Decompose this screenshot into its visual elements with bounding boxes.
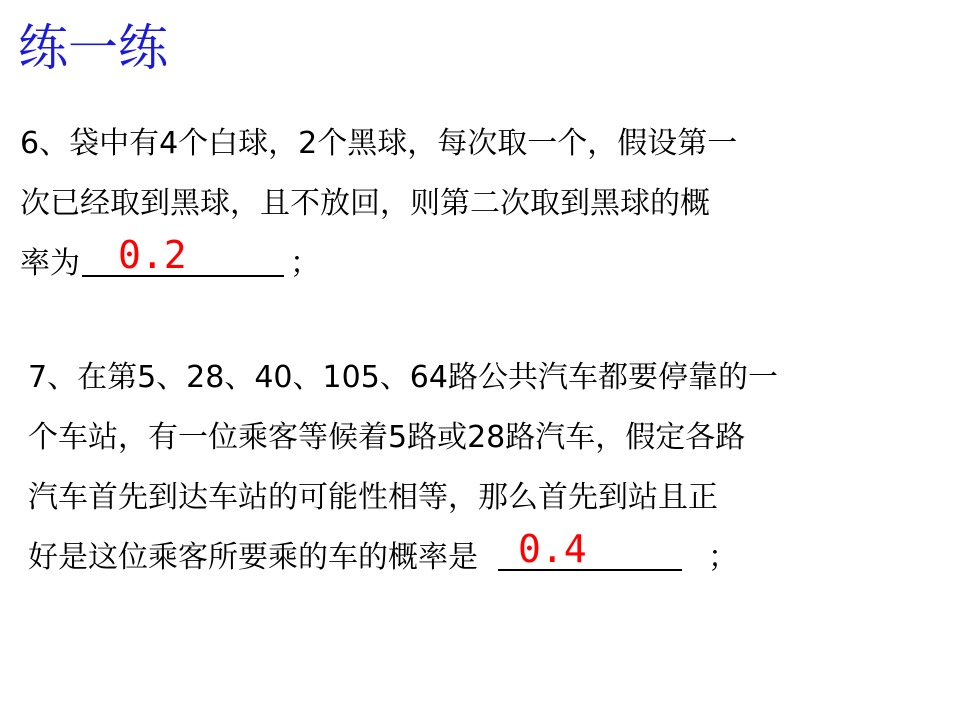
question-7-line-4: [28, 528, 778, 588]
question-7-trailing: ；: [708, 540, 738, 575]
answer-7: 0.4: [518, 527, 587, 571]
question-6-line-3-text: 率为: [20, 246, 80, 281]
question-7: [28, 348, 778, 588]
question-6-line-3: [20, 234, 737, 294]
question-7-line-1: 7、在第5、28、40、105、64路公共汽车都要停靠的一: [28, 360, 778, 395]
question-6: [20, 114, 737, 294]
answer-blank-7: [498, 529, 682, 571]
question-6-line-1: 6、袋中有4个白球，2个黑球，每次取一个，假设第一: [20, 126, 738, 161]
slide-title: 练一练: [18, 19, 168, 77]
answer-6: 0.2: [118, 233, 187, 277]
question-7-line-3: 汽车首先到达车站的可能性相等，那么首先到站且正: [28, 480, 718, 515]
answer-blank-6: [82, 235, 284, 277]
question-7-line-2: 个车站，有一位乘客等候着5路或28路汽车，假定各路: [28, 420, 746, 455]
question-6-trailing: ；: [290, 246, 320, 281]
question-7-line-4-text: 好是这位乘客所要乘的车的概率是: [28, 540, 478, 575]
question-6-line-2: 次已经取到黑球，且不放回，则第二次取到黑球的概: [20, 186, 710, 221]
